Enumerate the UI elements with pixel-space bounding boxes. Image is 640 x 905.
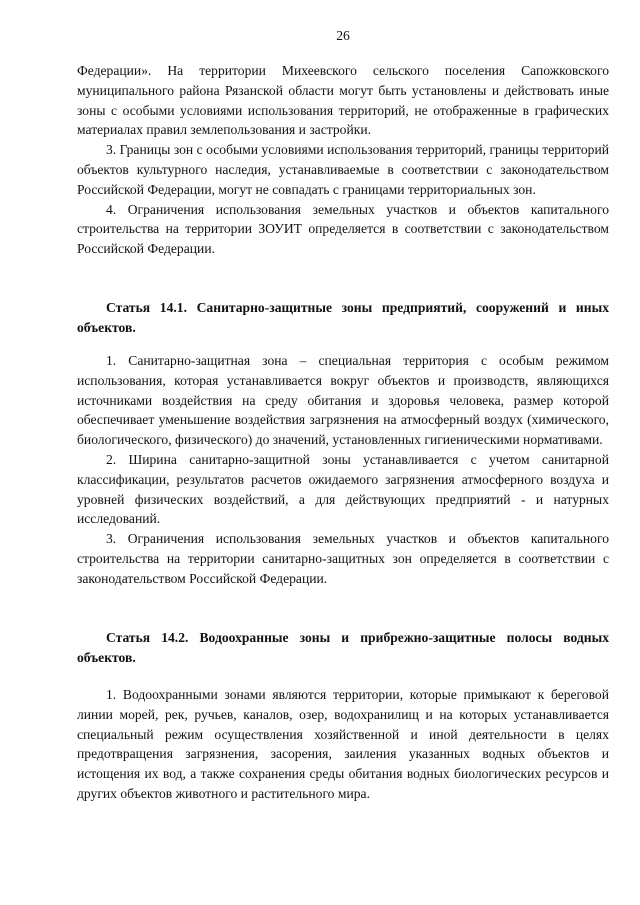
article-14-1-paragraph-3: 3. Ограничения использования земельных участков и объектов капитального строительства на территории санитарно-защитных зон определяется в соответствии с законодательством Российской Федерации. [77, 531, 609, 586]
intro-paragraph-3: 4. Ограничения использования земельных участков и объектов капитального строительства на территории ЗОУИТ определяется в соответствии с законодательством Российской Федерации. [77, 201, 609, 257]
article-14-1-paragraph-2: 2. Ширина санитарно-защитной зоны устанавливается с учетом санитарной классификации, результатов расчетов ожидаемого загрязнения атмосферного воздуха и уровней физических воздействий, а для действующих предприятий - и натурных исследований. [77, 451, 609, 527]
intro-paragraph-1: Федерации». На территории Михеевского сельского поселения Сапожковского муниципального района Рязанской области могут быть установлены и действовать иные зоны с особыми условиями использования территорий, не отображенные в графических материалах правил землепользования и застройки. [77, 63, 609, 138]
intro-paragraph-2: 3. Границы зон с особыми условиями использования территорий, границы территорий объектов культурного наследия, устанавливаемые в соответствии с законодательством Российской Федерации, могут не совпадать с границами территориальных зон. [77, 142, 609, 197]
article-14-2-section [77, 628, 609, 668]
article-14-1-paragraph-1: 1. Санитарно-защитная зона – специальная территория с особым режимом использования, которая устанавливается вокруг объектов и производств, являющихся источниками воздействия на среду обитания и здоровья человека, размер которой обеспечивает уменьшение воздействия загрязнения на атмосферный воздух (химического, биологического, физического) до значений, установленных гигиеническими нормативами. [77, 353, 609, 448]
article-14-1-body [77, 351, 609, 589]
article-14-2-paragraph-1: 1. Водоохранными зонами являются территории, которые примыкают к береговой линии морей, рек, ручьев, каналов, озер, водохранилищ и на которых устанавливается специальный режим осуществления хозяйственной и иной деятельности в целях предотвращения загрязнения, засорения, заиления указанных водных объектов и истощения их вод, а также сохранения среды обитания водных биологических ресурсов и других объектов животного и растительного мира. [77, 687, 609, 801]
article-14-2-body [77, 685, 609, 804]
intro-section [77, 61, 609, 259]
article-14-1-section [77, 298, 609, 338]
article-14-1-heading: Статья 14.1. Санитарно-защитные зоны предприятий, сооружений и иных объектов. [77, 300, 609, 335]
article-14-2-heading: Статья 14.2. Водоохранные зоны и прибрежно-защитные полосы водных объектов. [77, 630, 609, 665]
document-page [77, 0, 609, 905]
page-number: 26 [336, 28, 350, 43]
